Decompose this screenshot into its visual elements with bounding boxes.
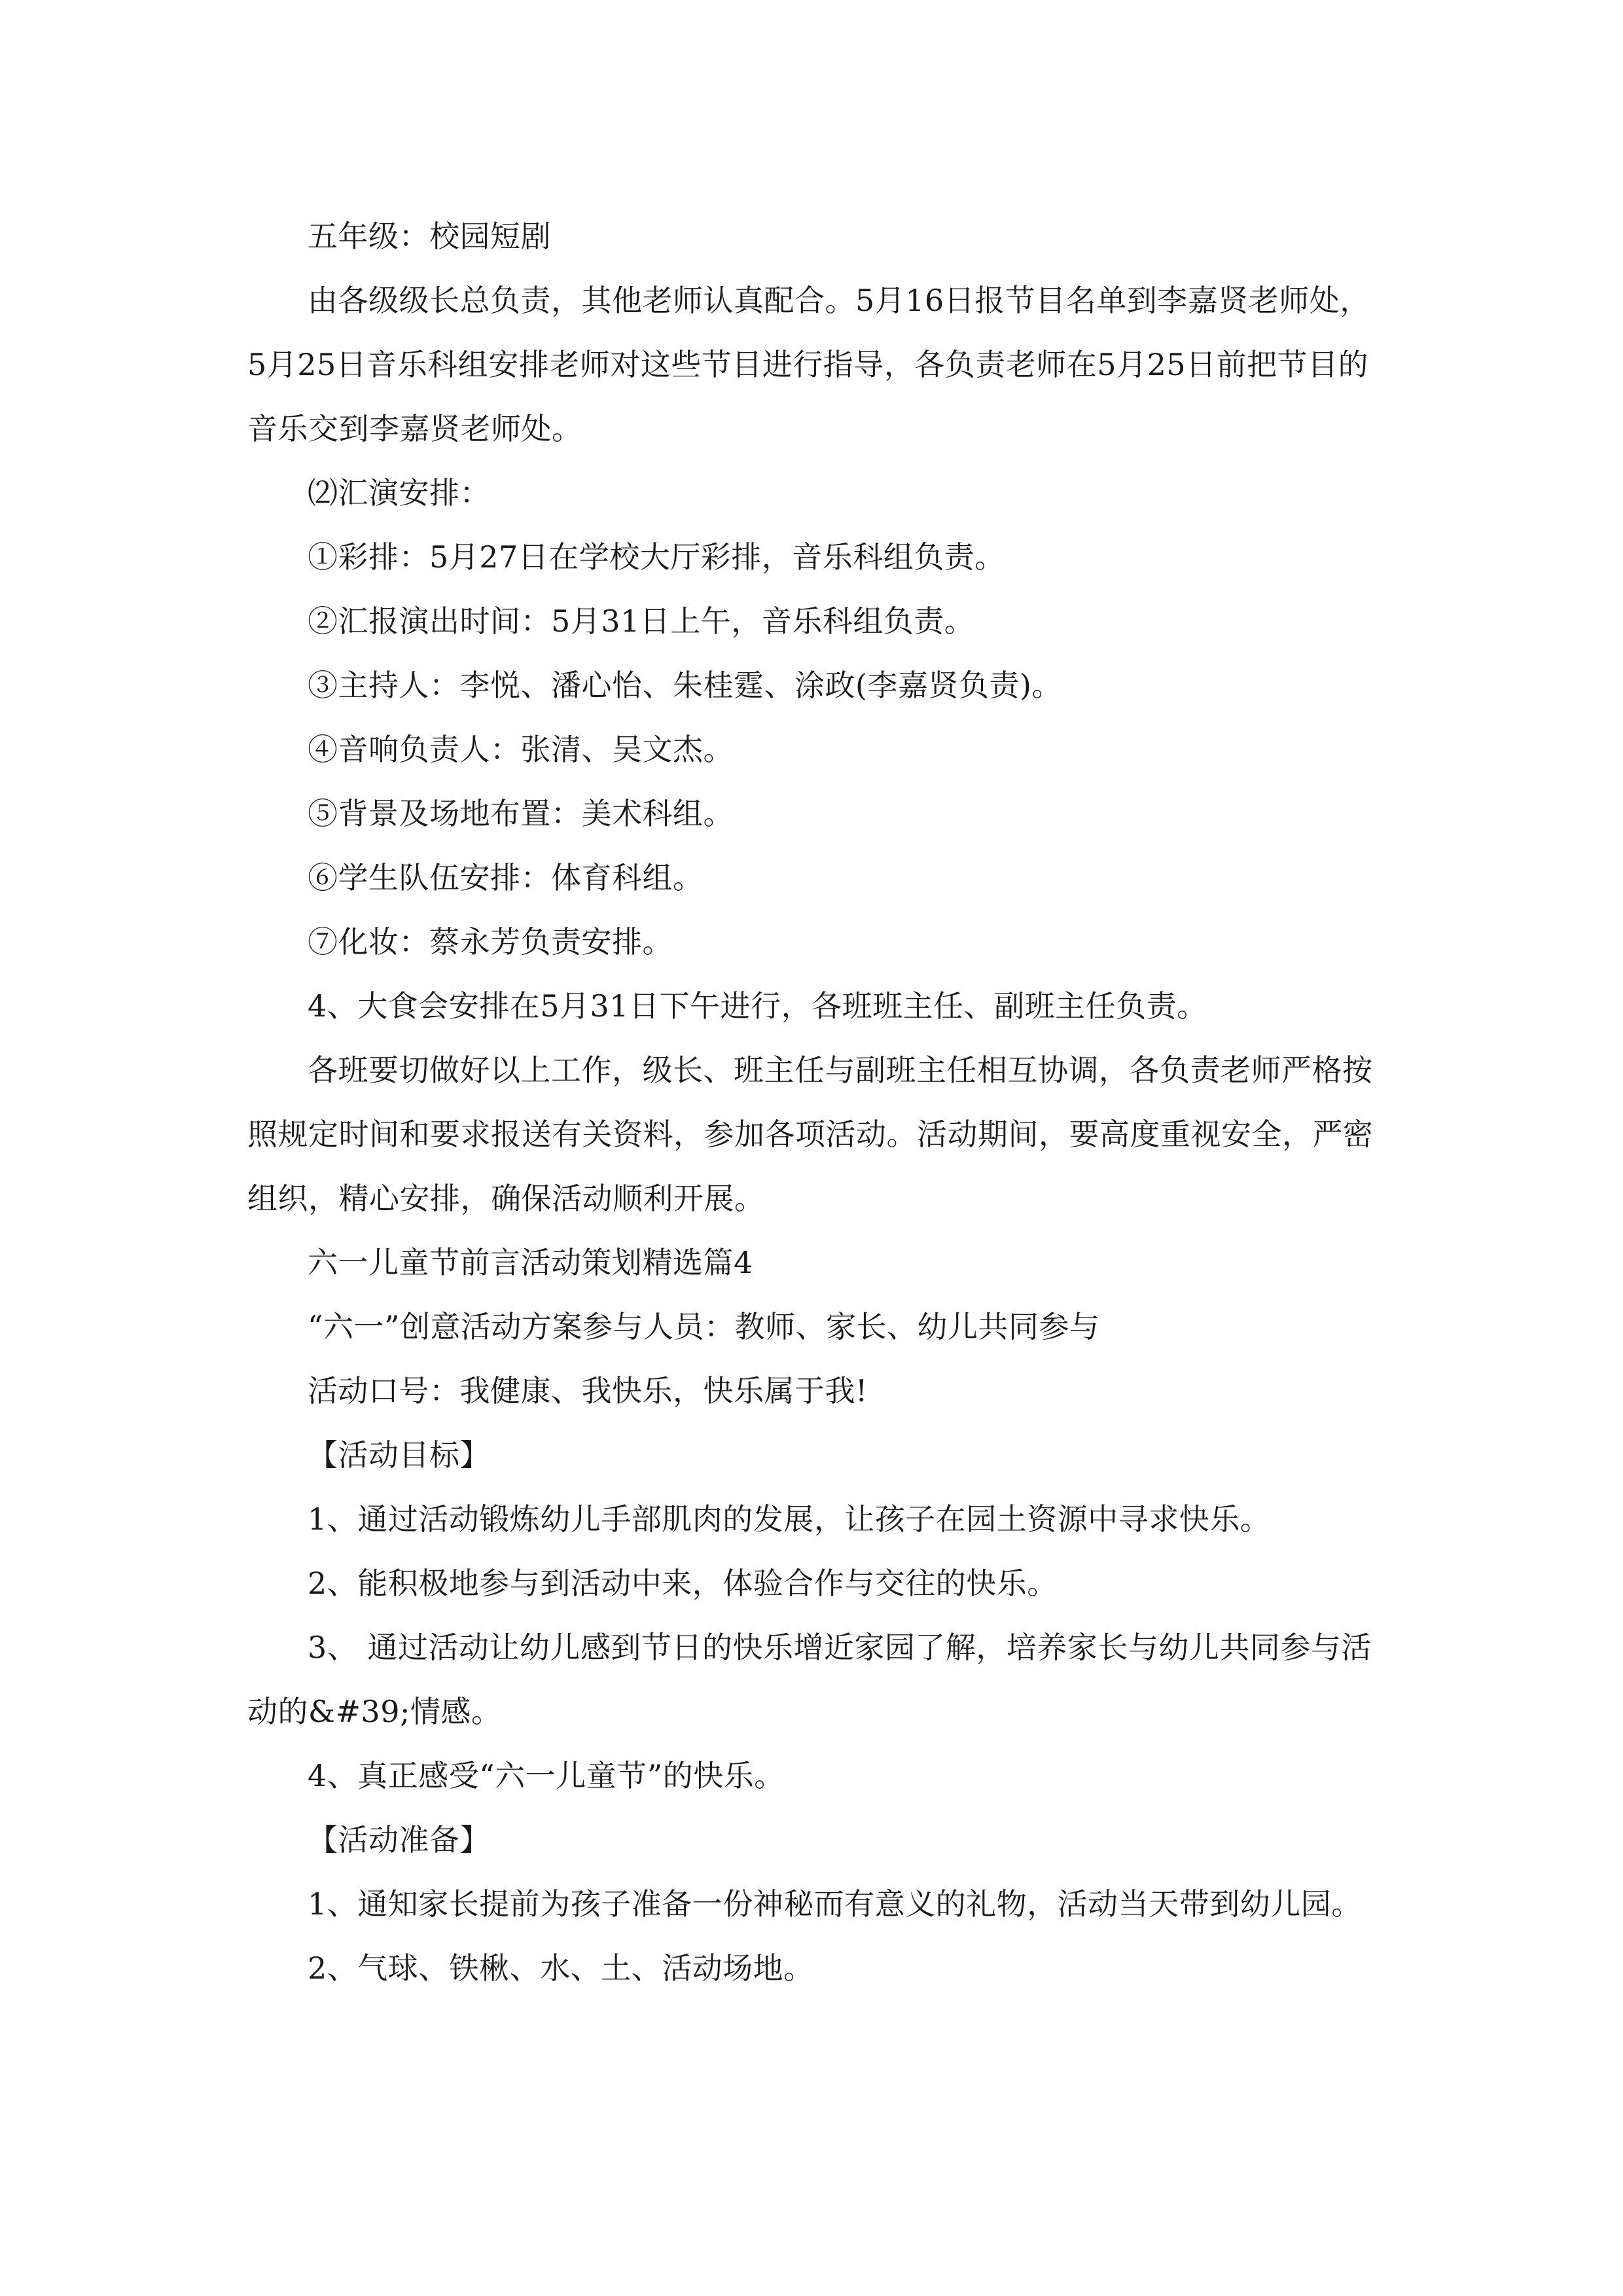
paragraph-performance-time: ②汇报演出时间：5月31日上午，音乐科组负责。 — [308, 603, 975, 639]
paragraph-class-duties: 各班要切做好以上工作，级长、班主任与副班主任相互协调，各负责老师严格按照规定时间和要求报送有关资料，参加各项活动。活动期间，要高度重视安全，严密组织，精心安排，确保活动顺利开展。 — [247, 1052, 1374, 1216]
prep-item-2: 2、气球、铁楸、水、土、活动场地。 — [308, 1950, 814, 1986]
paragraph-responsibility: 由各级级长总负责，其他老师认真配合。5月16日报节目名单到李嘉贤老师处，5月25日音乐科组安排老师对这些节目进行指导，各负责老师在5月25日前把节目的音乐交到李嘉贤老师处。 — [247, 283, 1370, 446]
document-body — [247, 204, 1386, 2000]
prep-item-1: 1、通知家长提前为孩子准备一份神秘而有意义的礼物，活动当天带到幼儿园。 — [308, 1886, 1362, 1922]
goal-item-3: 3、 通过活动让幼儿感到节日的快乐增近家园了解，培养家长与幼儿共同参与活动的&#39;情感。 — [247, 1630, 1372, 1729]
heading-activity-preparation: 【活动准备】 — [308, 1822, 490, 1857]
paragraph-makeup: ⑦化妆：蔡永芳负责安排。 — [308, 924, 673, 960]
paragraph-rehearsal: ①彩排：5月27日在学校大厅彩排，音乐科组负责。 — [308, 539, 1005, 575]
paragraph-feast: 4、大食会安排在5月31日下午进行，各班班主任、副班主任负责。 — [308, 988, 1207, 1024]
paragraph-grade5: 五年级：校园短剧 — [308, 219, 551, 254]
paragraph-student-lineup: ⑥学生队伍安排：体育科组。 — [308, 860, 704, 895]
paragraph-show-arrangement: ⑵汇演安排： — [308, 475, 490, 511]
heading-activity-goals: 【活动目标】 — [308, 1437, 490, 1473]
paragraph-participants: “六一”创意活动方案参与人员：教师、家长、幼儿共同参与 — [308, 1309, 1100, 1344]
paragraph-stage: ⑤背景及场地布置：美术科组。 — [308, 796, 734, 831]
paragraph-sound: ④音响负责人：张清、吴文杰。 — [308, 732, 734, 767]
paragraph-slogan: 活动口号：我健康、我快乐，快乐属于我! — [308, 1373, 868, 1408]
section-heading-4: 六一儿童节前言活动策划精选篇4 — [308, 1245, 753, 1280]
paragraph-hosts: ③主持人：李悦、潘心怡、朱桂霆、涂政(李嘉贤负责)。 — [308, 668, 1062, 703]
goal-item-1: 1、通过活动锻炼幼儿手部肌肉的发展，让孩子在园土资源中寻求快乐。 — [308, 1501, 1271, 1537]
goal-item-2: 2、能积极地参与到活动中来，体验合作与交往的快乐。 — [308, 1566, 1058, 1601]
goal-item-4: 4、真正感受“六一儿童节”的快乐。 — [308, 1758, 785, 1793]
